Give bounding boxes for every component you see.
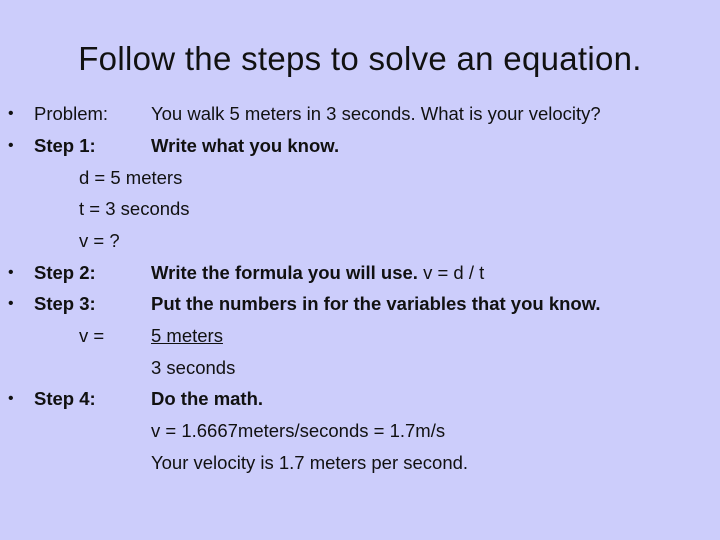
known-time: t = 3 seconds xyxy=(79,198,190,219)
step4-answer: Your velocity is 1.7 meters per second. xyxy=(151,452,469,473)
problem-label: Problem: xyxy=(34,103,109,124)
known-velocity: v = ? xyxy=(79,230,120,251)
step3-label: Step 3: xyxy=(34,293,96,314)
bullet-step1: • xyxy=(8,137,14,154)
step2-label: Step 2: xyxy=(34,262,96,283)
bullet-problem: • xyxy=(8,105,14,122)
step4-text: Do the math. xyxy=(151,388,264,409)
bullet-step3: • xyxy=(8,295,14,312)
problem-text: You walk 5 meters in 3 seconds. What is your velocity? xyxy=(151,103,601,124)
step2-line xyxy=(151,262,484,284)
step1-text: Write what you know. xyxy=(151,135,340,156)
step2-text: Write the formula you will use. xyxy=(151,262,418,283)
step4-label: Step 4: xyxy=(34,388,96,409)
fraction-denominator: 3 seconds xyxy=(151,357,236,378)
slide-title: Follow the steps to solve an equation. xyxy=(78,40,642,77)
step4-calculation: v = 1.6667meters/seconds = 1.7m/s xyxy=(151,420,446,441)
step3-text: Put the numbers in for the variables that you know. xyxy=(151,293,601,314)
fraction-numerator: 5 meters xyxy=(151,325,223,346)
known-distance: d = 5 meters xyxy=(79,167,183,188)
step2-formula: v = d / t xyxy=(417,262,485,283)
bullet-step4: • xyxy=(8,390,14,407)
step1-label: Step 1: xyxy=(34,135,96,156)
step3-lhs: v = xyxy=(79,325,105,346)
bullet-step2: • xyxy=(8,264,14,281)
